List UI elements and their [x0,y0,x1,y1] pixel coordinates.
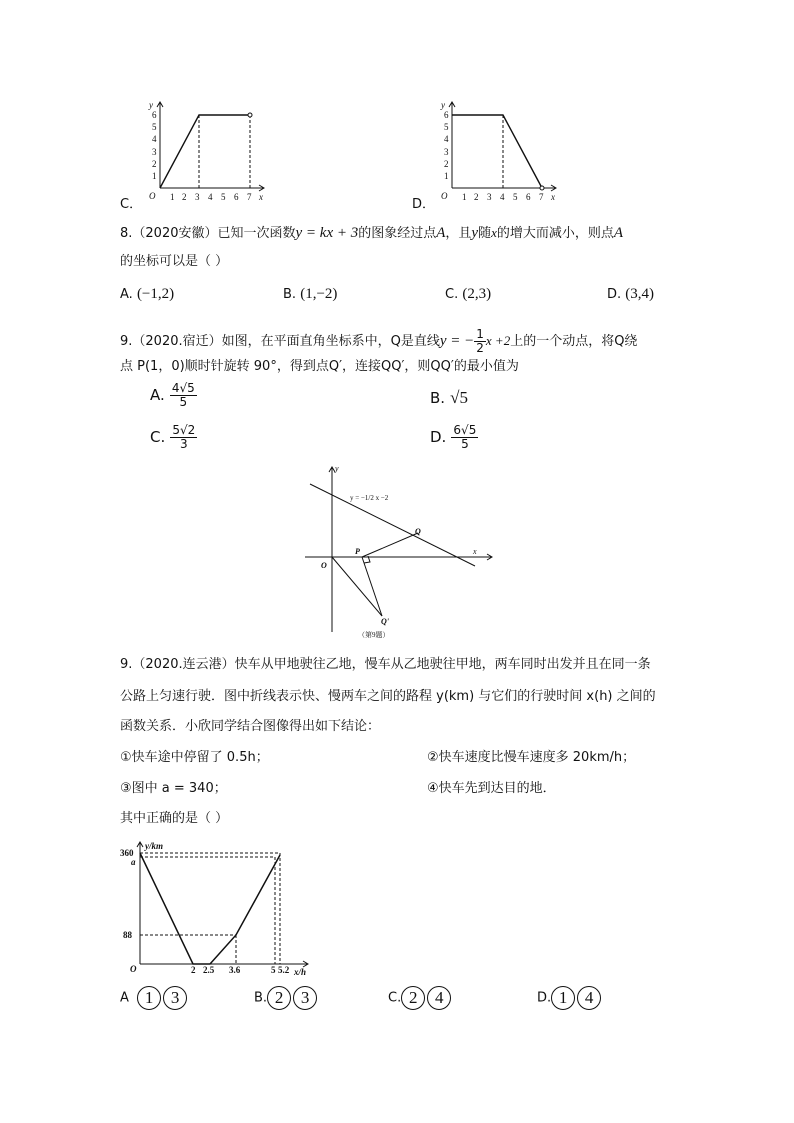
option-c-label: C． [120,197,143,212]
point-q-prime-label: Q' [381,617,389,626]
point-p-label: P [355,547,360,556]
q8-text: 随 [478,226,492,241]
y-tick: 5 [444,122,449,132]
q8-point: A [613,225,624,241]
fraction-numerator: 6√5 [453,423,477,437]
graph-d [432,96,562,210]
y-tick: 3 [444,147,449,157]
y-axis-label: y/km [145,841,163,851]
x-tick: 1 [170,192,175,202]
y-tick: 6 [444,110,449,120]
fraction-numerator: 4√5 [171,381,195,395]
origin-label: O [441,191,448,201]
graph-polyline [140,853,280,964]
q8-option-d[interactable] [607,285,654,304]
x-tick: 2 [182,192,187,202]
option-value: (2,3) [462,286,492,302]
option-label: B. [283,287,297,302]
x-tick: 4 [208,192,213,202]
y-label-a: a [131,857,136,867]
circled-number: 3 [293,986,317,1010]
q9b-figure [118,838,318,976]
x-tick: 5 [513,192,518,202]
x-axis-label: x [473,547,477,556]
q8-stem-line2: 的坐标可以是（ ） [120,254,229,269]
x-tick: 6 [526,192,531,202]
q8-prefix: 8.（2020安徽）已知一次函数 [120,226,296,241]
y-tick: 1 [152,171,157,181]
option-fraction [451,424,478,451]
option-label: A. [150,386,165,404]
line-label: y = −1/2 x −2 [350,494,389,502]
fraction-denominator: 2 [476,341,484,355]
q8-option-b[interactable] [283,285,337,304]
fraction-denominator: 5 [179,395,188,409]
q9b-ask: 其中正确的是（ ） [120,811,229,826]
x-label: 5 [271,965,276,975]
q8-var-x: x [491,225,497,240]
open-endpoint [248,113,252,117]
circled-number: 4 [577,986,601,1010]
option-label: A [120,990,129,1006]
origin-label: O [130,964,137,974]
q9a-prefix: 9.（2020.宿迁）如图，在平面直角坐标系中，Q是直线 [120,334,440,349]
y-label-88: 88 [123,930,132,940]
x-tick: 4 [500,192,505,202]
option-label: A. [120,287,133,302]
q8-point: A [436,225,446,241]
q9b-stem-line3: 函数关系．小欣同学结合图像得出如下结论： [120,719,381,734]
x-label: 2.5 [203,965,215,975]
x-axis-label: x/h [294,967,307,976]
x-tick: 3 [487,192,492,202]
q8-text: 的图象经过点 [358,226,437,241]
x-label: 3.6 [229,965,241,975]
point-q-label: Q [415,527,421,536]
q8-var-y: y [471,225,479,241]
option-label: B. [430,389,446,407]
y-axis-label: y [335,464,339,473]
graph-line [160,115,250,188]
y-tick: 1 [444,171,449,181]
q9b-option-a[interactable] [120,986,189,1010]
segment-pq [362,533,418,557]
circled-number: 3 [163,986,187,1010]
option-d-label: D． [412,197,436,212]
graph-c [140,96,270,210]
x-tick: 5 [221,192,226,202]
option-label: C. [150,428,166,446]
option-label: B. [254,990,268,1006]
y-tick: 2 [152,159,157,169]
q9a-option-b[interactable] [430,388,468,408]
x-tick: 7 [539,192,544,202]
q9b-stem-line2: 公路上匀速行驶．图中折线表示快、慢两车之间的路程 y(km) 与它们的行驶时间 x(h) 之间的 [120,689,656,704]
x-tick: 7 [247,192,252,202]
option-value: (3,4) [625,286,655,302]
fraction-denominator: 3 [179,437,188,451]
circled-number: 2 [267,986,291,1010]
q8-text: 的增大而减小，则点 [496,226,614,241]
circled-number: 4 [427,986,451,1010]
x-tick: 6 [234,192,239,202]
q9b-option-b[interactable] [254,986,319,1010]
q9a-suffix: 上的一个动点，将Q绕 [510,334,638,349]
x-tick: 3 [195,192,200,202]
q9a-func: x +2 [485,333,511,348]
q9a-option-a[interactable] [150,382,197,409]
q9a-option-d[interactable] [430,424,478,451]
figure-caption: （第9题） [358,631,390,639]
q9a-stem-line2: 点 P(1，0)顺时针旋转 90°，得到点Q′，连接QQ′，则QQ′的最小值为 [120,359,519,374]
q9b-conclusion-4: ④快车先到达目的地． [427,781,556,796]
q9b-option-c[interactable] [388,986,453,1010]
y-axis-label: y [441,100,445,110]
origin-label: O [149,191,156,201]
option-label: D. [430,428,447,446]
option-fraction [170,424,197,451]
q9a-figure [300,462,500,642]
q8-option-c[interactable] [445,285,491,304]
given-line [310,484,475,566]
circled-number: 1 [137,986,161,1010]
q9b-conclusion-1: ①快车途中停留了 0.5h； [120,750,269,765]
fraction-numerator: 1 [476,327,484,341]
y-tick: 4 [152,134,157,144]
option-label: C. [445,287,459,302]
x-tick: 2 [474,192,479,202]
q8-stem-line1 [120,224,623,243]
x-tick: 1 [462,192,467,202]
q8-text: ，且 [445,226,472,241]
y-tick: 4 [444,134,449,144]
y-label-360: 360 [120,848,134,858]
option-value: (1,−2) [300,286,338,302]
x-axis-label: x [259,192,263,202]
option-label: C. [388,990,402,1006]
option-fraction [170,382,197,409]
q9b-option-d[interactable] [537,986,603,1010]
q9a-func-fraction [474,328,486,355]
fraction-denominator: 5 [461,437,469,451]
option-label: D. [537,990,552,1006]
segment-oq2 [332,557,382,616]
q9b-conclusion-2: ②快车速度比慢车速度多 20km/h； [427,750,636,765]
graph-line [452,115,542,188]
q8-function: y = kx + 3 [295,225,359,241]
x-label: 2 [191,965,196,975]
option-label: D. [607,287,622,302]
q9a-option-c[interactable] [150,424,197,451]
y-tick: 2 [444,159,449,169]
q9a-stem-line1 [120,328,637,355]
y-tick: 6 [152,110,157,120]
segment-pq2 [362,557,382,616]
y-tick: 5 [152,122,157,132]
circled-number: 1 [551,986,575,1010]
fraction-numerator: 5√2 [172,423,196,437]
option-value: (−1,2) [136,286,175,302]
x-axis-label: x [551,192,555,202]
x-label: 5.2 [278,965,290,975]
q9b-conclusion-3: ③图中 a = 340； [120,781,227,796]
circled-number: 2 [401,986,425,1010]
y-tick: 3 [152,147,157,157]
q8-option-a[interactable] [120,285,174,304]
open-endpoint [540,186,544,190]
option-value: √5 [450,388,468,407]
q9b-stem-line1: 9.（2020.连云港）快车从甲地驶往乙地，慢车从乙地驶往甲地，两车同时出发并且在同一条 [120,657,651,672]
origin-label: O [321,561,327,570]
y-axis-label: y [149,100,153,110]
q9a-func: y = − [439,333,475,349]
